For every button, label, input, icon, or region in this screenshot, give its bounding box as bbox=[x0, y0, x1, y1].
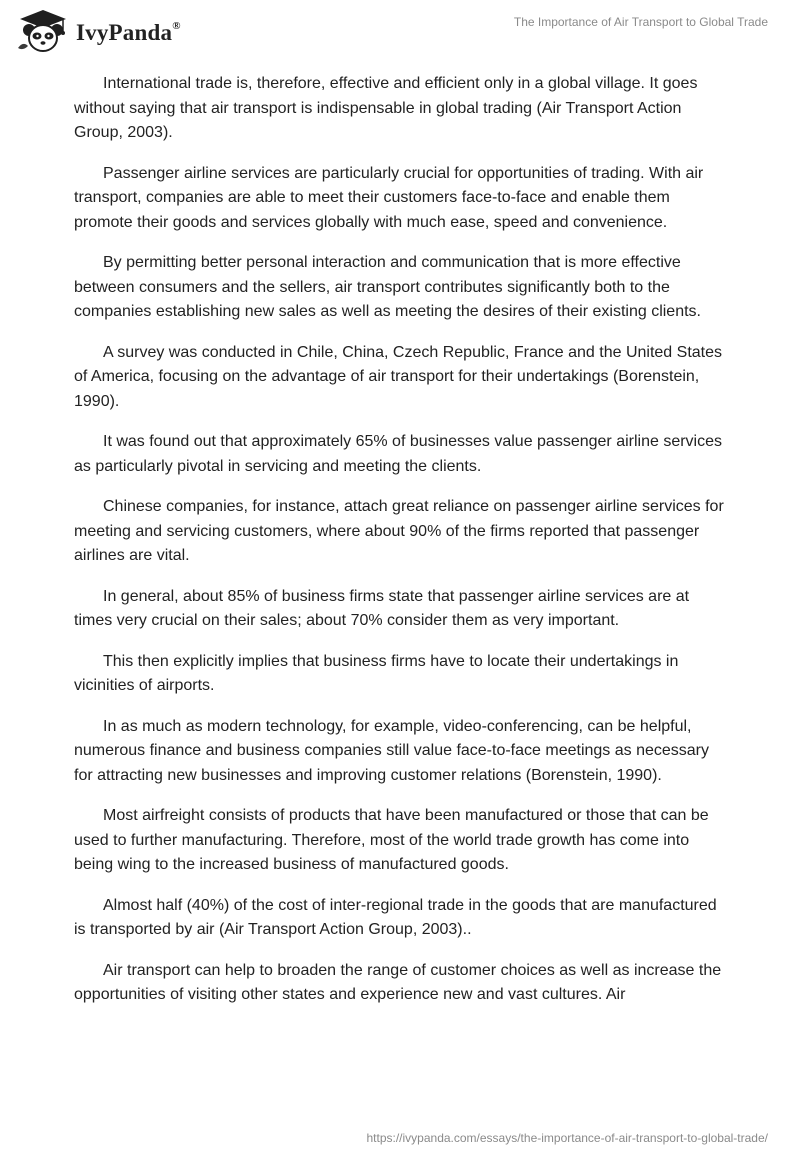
registered-mark: ® bbox=[172, 20, 181, 33]
brand-name: IvyPanda® bbox=[76, 20, 181, 45]
brand-logo[interactable] bbox=[14, 8, 181, 54]
paragraph: Passenger airline services are particularly crucial for opportunities of trading. With air transport, companies are able to meet their customers face-to-face and enable them promote their goods and services globally with much ease, speed and convenience. bbox=[74, 164, 704, 231]
paragraph: Air transport can help to broaden the range of customer choices as well as increase the opportunities of visiting other states and experience new and vast cultures. Air bbox=[74, 961, 722, 1003]
paragraph: International trade is, therefore, effective and efficient only in a global village. It goes without saying that air transport is indispensable in global trading (Air Transport Action Group, 2003). bbox=[74, 75, 698, 141]
paragraph: Most airfreight consists of products that have been manufactured or those that can be used to further manufacturing. Therefore, most of the world trade growth has come into being wing to the increased business of manufactured goods. bbox=[74, 807, 709, 873]
document-title: The Importance of Air Transport to Global Trade bbox=[513, 15, 768, 29]
panda-graduate-icon bbox=[14, 8, 72, 54]
paragraph: In general, about 85% of business firms state that passenger airline services are at times very crucial on their sales; about 70% consider them as very important. bbox=[74, 587, 690, 629]
paragraph: This then explicitly implies that business firms have to locate their undertakings in vicinities of airports. bbox=[74, 652, 679, 694]
paragraph: It was found out that approximately 65% of businesses value passenger airline services as particularly pivotal in servicing and meeting the clients. bbox=[74, 433, 723, 475]
paragraph: In as much as modern technology, for example, video-conferencing, can be helpful, numerous finance and business companies still value face-to-face meetings as necessary for attracting new businesses and improving customer relations (Borenstein, 1990). bbox=[74, 717, 709, 784]
paragraph: By permitting better personal interaction and communication that is more effective between consumers and the sellers, air transport contributes significantly both to the companies establishing new sales as well as meeting the desires of their existing clients. bbox=[74, 254, 701, 320]
essay-body bbox=[74, 72, 730, 1024]
paragraph: Almost half (40%) of the cost of inter-regional trade in the goods that are manufactured is transported by air (Air Transport Action Group, 2003).. bbox=[74, 896, 717, 938]
paragraph: A survey was conducted in Chile, China, Czech Republic, France and the United States of America, focusing on the advantage of air transport for their undertakings (Borenstein, 1990). bbox=[74, 343, 722, 410]
source-url[interactable]: https://ivypanda.com/essays/the-importance-of-air-transport-to-global-trade/ bbox=[366, 1131, 768, 1145]
page-header bbox=[0, 0, 800, 60]
paragraph: Chinese companies, for instance, attach great reliance on passenger airline services for meeting and servicing customers, where about 90% of the firms reported that passenger airlines are vital. bbox=[74, 498, 724, 564]
